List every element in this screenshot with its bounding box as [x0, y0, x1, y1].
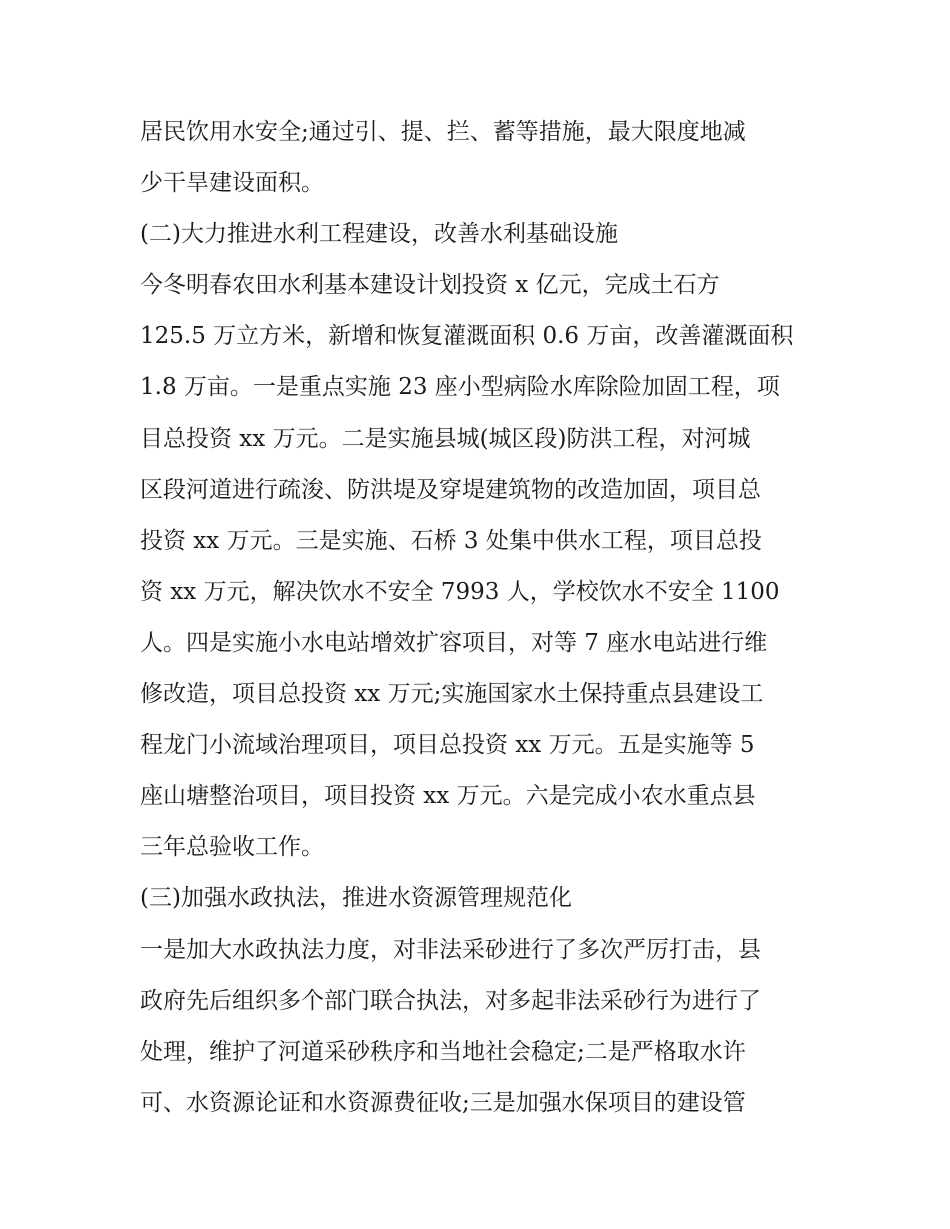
body-line: 今冬明春农田水利基本建设计划投资 x 亿元，完成土石方	[140, 272, 720, 299]
body-line: 1.8 万亩。一是重点实施 23 座小型病险水库除险加固工程，项	[140, 374, 780, 401]
body-line: 修改造，项目总投资 xx 万元;实施国家水土保持重点县建设工	[140, 681, 764, 708]
body-line: 三年总验收工作。	[140, 834, 324, 861]
body-line: 政府先后组织多个部门联合执法，对多起非法采砂行为进行了	[140, 987, 761, 1014]
body-line: 目总投资 xx 万元。二是实施县城(城区段)防洪工程，对河城	[140, 425, 751, 452]
body-line: 125.5 万立方米，新增和恢复灌溉面积 0.6 万亩，改善灌溉面积	[140, 323, 794, 350]
document-body	[140, 107, 830, 1129]
body-line: 居民饮用水安全;通过引、提、拦、蓄等措施，最大限度地减	[140, 119, 746, 145]
body-line: 人。四是实施小水电站增效扩容项目，对等 7 座水电站进行维	[140, 629, 768, 656]
body-line: 资 xx 万元，解决饮水不安全 7993 人，学校饮水不安全 1100	[140, 578, 780, 605]
section-heading: (三)加强水政执法，推进水资源管理规范化	[140, 885, 572, 912]
body-line: 程龙门小流域治理项目，项目总投资 xx 万元。五是实施等 5	[140, 732, 755, 759]
body-line: 投资 xx 万元。三是实施、石桥 3 处集中供水工程，项目总投	[140, 527, 762, 554]
section-heading: (二)大力推进水利工程建设，改善水利基础设施	[140, 221, 618, 248]
body-line: 可、水资源论证和水资源费征收;三是加强水保项目的建设管	[140, 1089, 746, 1116]
body-line: 一是加大水政执法力度，对非法采砂进行了多次严厉打击，县	[140, 936, 761, 963]
body-line: 座山塘整治项目，项目投资 xx 万元。六是完成小农水重点县	[140, 783, 756, 810]
body-line: 少干旱建设面积。	[140, 170, 324, 197]
body-line: 区段河道进行疏浚、防洪堤及穿堤建筑物的改造加固，项目总	[140, 476, 761, 503]
body-line: 处理，维护了河道采砂秩序和当地社会稳定;二是严格取水许	[140, 1038, 746, 1065]
